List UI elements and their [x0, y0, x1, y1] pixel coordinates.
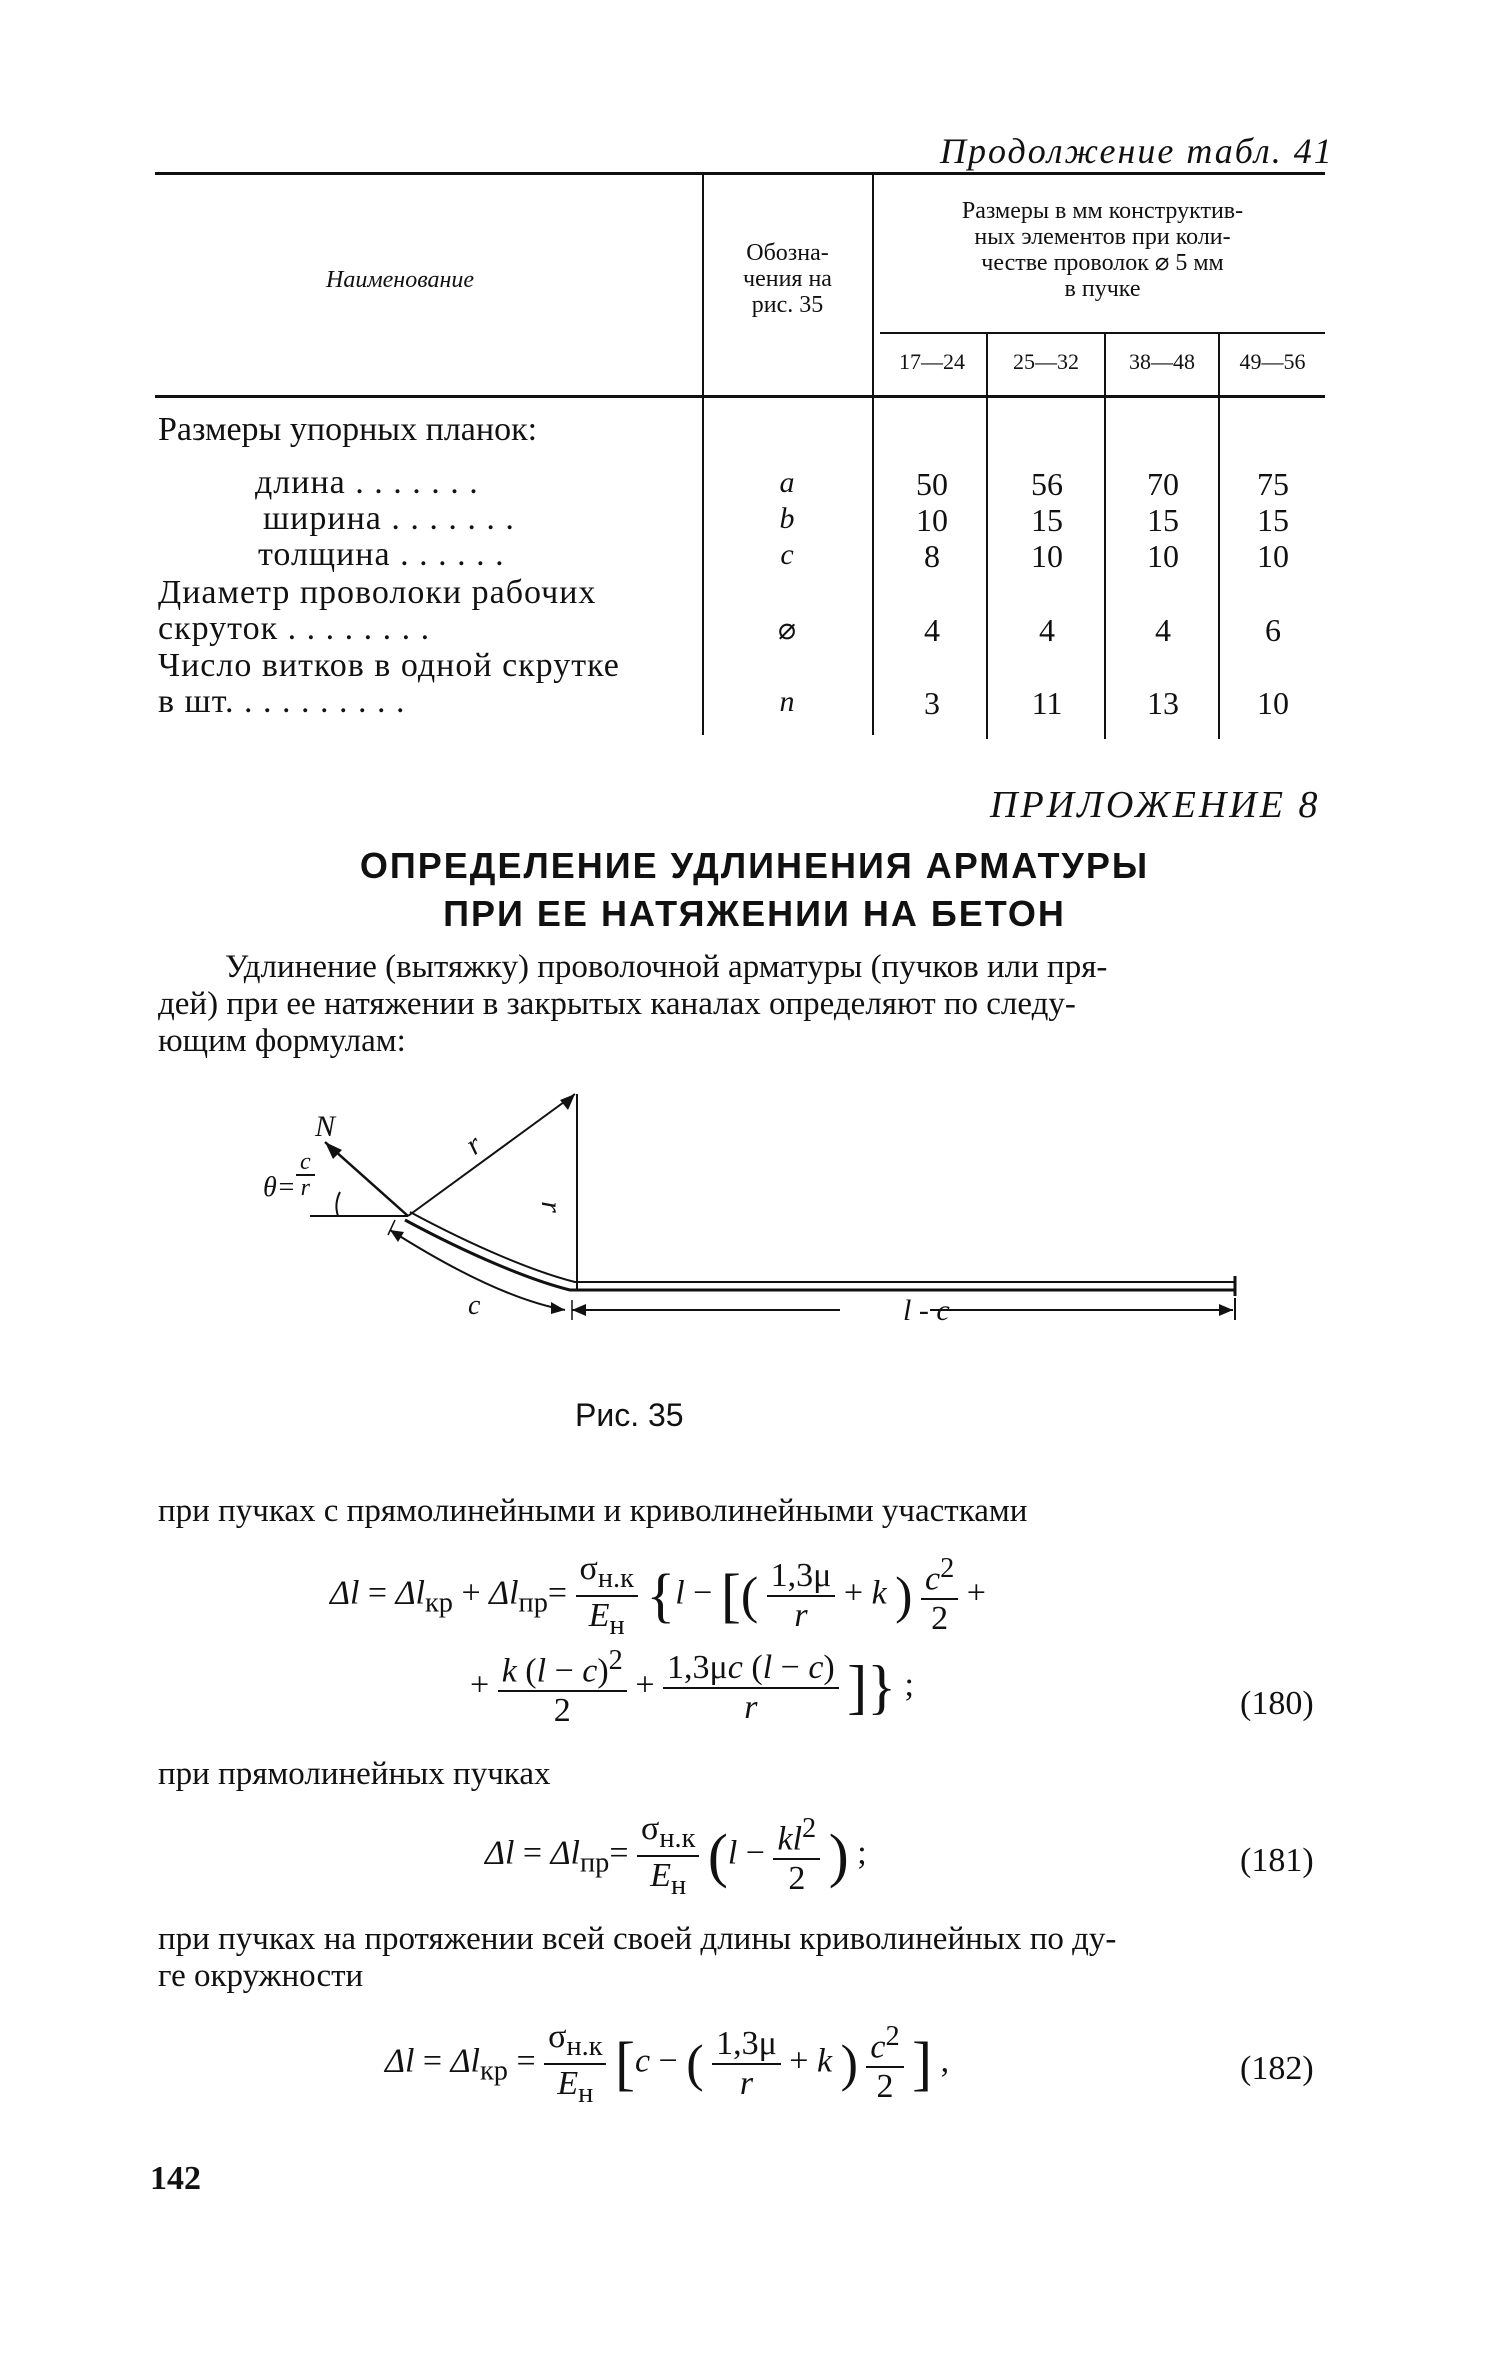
text-straight-bundles: при прямолинейных пучках — [158, 1756, 551, 1792]
appendix-label: ПРИЛОЖЕНИЕ 8 — [990, 784, 1321, 826]
table-cell: 75 — [1257, 466, 1289, 502]
table-cell: 15 — [1031, 502, 1063, 538]
table-cell: 10 — [1257, 538, 1289, 574]
table-cell: 15 — [1147, 502, 1179, 538]
table-group-4: 49—56 — [1239, 349, 1306, 374]
equation-number-181: (181) — [1240, 1842, 1314, 1879]
section-title-line-1: ОПРЕДЕЛЕНИЕ УДЛИНЕНИЯ АРМАТУРЫ — [359, 845, 1150, 886]
table-header-name: Наименование — [325, 267, 475, 293]
figure-label-r-vert: r — [534, 1201, 568, 1213]
table-cell: 56 — [1031, 466, 1063, 502]
table-subheader-rule — [880, 332, 1325, 334]
intro-line-2: дей) при ее натяжении в закрытых каналах определяют по следу- — [158, 986, 1076, 1022]
table-row-label: толщина . . . . . . — [258, 536, 505, 573]
figure-theta-num: c — [296, 1150, 315, 1176]
table-header-designation: Обозна- чения на рис. 35 — [743, 240, 832, 318]
table-row-designation: c — [780, 538, 794, 571]
figure-label-l-c: l - c — [903, 1294, 950, 1327]
figure-35-diagram — [230, 1080, 1270, 1360]
table-continuation-label: Продолжение табл. 41 — [940, 131, 1334, 171]
table-row-label: ширина . . . . . . . — [263, 500, 515, 537]
table-row-label: Число витков в одной скрутке в шт. . . . . . . . . . — [158, 647, 620, 720]
figure-theta-fraction — [296, 1150, 315, 1200]
table-cell: 6 — [1265, 612, 1281, 648]
formula-180-line-1: $\Delta l = \Delta l_{кр} + \Delta l_{пр}=$ $\frac{\sigma_{н.к}}{E_н}$ {l − [( $\frac{1,3\mu}{r}$ + k ) $\frac{c^2}{2}$ + — [330, 1550, 986, 1641]
figure-label-c: c — [468, 1290, 481, 1321]
table-row-designation: b — [779, 502, 795, 535]
intro-line-1: Удлинение (вытяжку) проволочной арматуры (пучков или пря- — [225, 949, 1108, 985]
table-cell: 4 — [1039, 612, 1055, 648]
formula-182: $\Delta l = \Delta l_{кр}$ = $\frac{\sigma_{н.к}}{E_н}$ [c − ( $\frac{1,3\mu}{r}$ + k ) $\frac{c^2}{2}$ ] , — [385, 2018, 950, 2109]
equation-number-180: (180) — [1240, 1685, 1314, 1722]
figure-label-N: N — [315, 1110, 336, 1143]
table-header-dimensions: Размеры в мм конструктив- ных элементов при коли- честве проволок ⌀ 5 мм в пучке — [961, 198, 1244, 302]
table-cell: 10 — [1031, 538, 1063, 574]
tendon-curve-inner — [410, 1212, 1235, 1282]
table-group-2: 25—32 — [1013, 349, 1079, 374]
figure-theta-den: r — [300, 1175, 310, 1201]
table-cell: 4 — [1155, 612, 1171, 648]
table-group-1: 17—24 — [899, 349, 965, 374]
table-top-rule — [155, 172, 1325, 175]
figure-label-r-diag: r — [459, 1127, 488, 1162]
table-header-rule — [155, 395, 1325, 398]
table-cell: 8 — [924, 538, 940, 574]
intro-line-3: ющим формулам: — [158, 1023, 406, 1059]
text-arc-bundles-line-1: при пучках на протяжении всей своей длины криволинейных по ду- — [158, 1921, 1117, 1957]
formula-181: $\Delta l = \Delta l_{пр}=$ $\frac{\sigma_{н.к}}{E_н}$ (l − $\frac{kl^2}{2}$ ) ; — [485, 1810, 867, 1901]
formula-180-line-2: + $\frac{k (l - c)^2}{2}$ + $\frac{1,3\mu c (l - c)}{r}$ ]} ; — [470, 1645, 914, 1730]
text-arc-bundles-line-2: ге окружности — [158, 1958, 364, 1994]
table-cell: 11 — [1031, 685, 1063, 721]
table-cell: 3 — [924, 685, 940, 721]
table-row-designation: a — [779, 466, 795, 499]
table-cell: 15 — [1257, 502, 1289, 538]
text-mixed-bundles: при пучках с прямолинейными и криволинейными участками — [158, 1493, 1028, 1529]
figure-label-theta: θ= — [263, 1172, 296, 1203]
table-cell: 10 — [1257, 685, 1289, 721]
table-cell: 70 — [1147, 466, 1179, 502]
table-vline-1 — [702, 175, 704, 735]
table-section-label: Размеры упорных планок: — [158, 411, 538, 448]
page-number: 142 — [150, 2160, 201, 2197]
table-row-label: Диаметр проволоки рабочих скруток . . . . . . . . — [158, 574, 597, 647]
table-row-designation: ⌀ — [777, 613, 797, 646]
table-cell: 10 — [1147, 538, 1179, 574]
table-cell: 10 — [916, 502, 948, 538]
section-title-line-2: ПРИ ЕЕ НАТЯЖЕНИИ НА БЕТОН — [443, 893, 1066, 934]
table-cell: 50 — [916, 466, 948, 502]
tendon-curve — [405, 1220, 1235, 1290]
table-group-3: 38—48 — [1129, 349, 1195, 374]
table-cell: 13 — [1147, 685, 1179, 721]
table-row-designation: n — [779, 685, 795, 718]
figure-caption: Рис. 35 — [575, 1397, 684, 1433]
table-vline-2 — [872, 175, 874, 735]
equation-number-182: (182) — [1240, 2050, 1314, 2087]
table-cell: 4 — [924, 612, 940, 648]
table-row-label: длина . . . . . . . — [255, 464, 479, 501]
